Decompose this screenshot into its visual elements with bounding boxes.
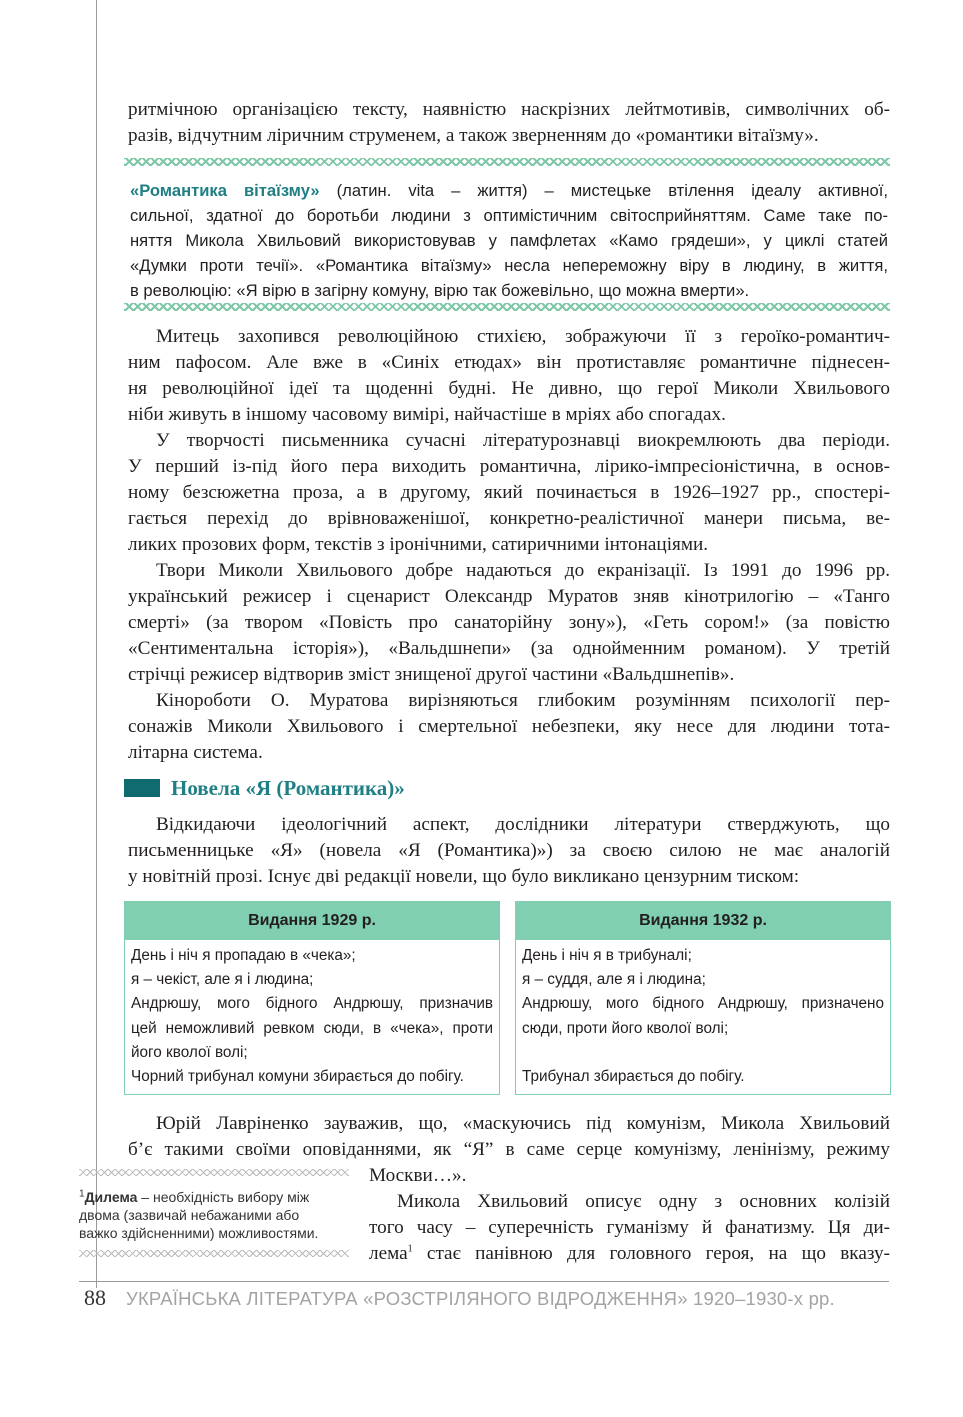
- footnote-ornament: [79, 1250, 349, 1257]
- text-line: ритмічною організацією тексту, наявністю наскрізних лейтмотивів, символічних об-: [128, 99, 890, 120]
- text-line: ніби живуть в іншому часовому вимірі, найчастіше в мріях або спогадах.: [128, 404, 726, 425]
- text-line: Микола Хвильовий описує одну з основних колізій: [397, 1191, 890, 1212]
- text-line: [522, 1041, 884, 1065]
- text-line: літарна система.: [128, 742, 263, 763]
- text-line: український режисер і сценарист Олександр Муратов зняв кінотрилогію – «Танго: [128, 586, 890, 607]
- text-line: Відкидаючи ідеологічний аспект, дослідники літератури стверджують, що: [156, 814, 890, 835]
- footnote-term: Дилема: [84, 1189, 138, 1205]
- text-line: ликих прозових форм, текстів з іронічними, сатиричними інтонаціями.: [128, 534, 709, 555]
- text-line: у новітній прозі. Існує дві редакції новели, що було викликано цензурним тиском:: [128, 866, 800, 887]
- ornament-divider: [124, 303, 890, 311]
- section-paragraph: [128, 812, 890, 890]
- edition-title: Видання 1929 р.: [125, 902, 499, 940]
- text-line: ному безсюжетна проза, а в другому, який починається в 1926–1927 рр., спостері-: [128, 482, 890, 503]
- paragraph: [128, 324, 890, 428]
- footnote: [79, 1188, 349, 1242]
- paragraph: [128, 688, 890, 766]
- edition-1929-box: [124, 901, 500, 1095]
- text-fragment: стає панівною для головного героя, на що вказу-: [412, 1243, 890, 1264]
- text-line: У творчості письменника сучасні літературознавці виокремлюють два періоди.: [156, 430, 890, 451]
- paragraph: [128, 558, 890, 688]
- text-line: Трибунал збирається до побігу.: [522, 1068, 745, 1085]
- body-paragraphs: [128, 324, 890, 766]
- running-title: УКРАЇНСЬКА ЛІТЕРАТУРА «РОЗСТРІЛЯНОГО ВІДРОДЖЕННЯ» 1920–1930-х рр.: [126, 1288, 835, 1309]
- page-number: 88: [84, 1285, 106, 1310]
- section-title: Новела «Я (Романтика)»: [171, 775, 405, 800]
- text-line: двома (зазвичай небажаними або: [79, 1207, 300, 1223]
- text-line: важко здійсненними) можливостями.: [79, 1225, 319, 1241]
- text-line: разів, відчутним ліричним струменем, а також зверненням до «романтики вітаїзму».: [128, 125, 819, 146]
- text-line: я – чекіст, але я і людина;: [131, 971, 314, 989]
- footnote-ornament: [79, 1169, 349, 1176]
- definition-term: «Романтика вітаїзму»: [130, 181, 320, 200]
- text-line: б’є такими своїми оповіданнями, як “Я” в саме серце комунізму, ленінізму, режиму: [128, 1139, 890, 1160]
- paragraph: [128, 428, 890, 558]
- text-line: цей неможливий ревком сюди, в «чека», проти: [131, 1019, 493, 1037]
- text-line: День і ніч я пропадаю в «чека»;: [131, 947, 356, 964]
- text-line: сильної, здатної до боротьби людини з оптимістичним світосприйняттям. Саме таке по-: [130, 206, 888, 225]
- text-line: смерті» (за твором «Повість про санаторійну зону»), «Геть сором!» (за повістю: [128, 612, 890, 633]
- text-line: Андрюшу, мого бідного Андрюшу, призначено: [522, 995, 884, 1013]
- text-line: я – суддя, але я і людина;: [522, 971, 706, 989]
- footnote-ref: 1: [407, 1243, 413, 1255]
- text-line: сонажів Миколи Хвильового і смертельної небезпеки, яку несе для людини тота-: [128, 716, 890, 737]
- quote-paragraph-end: [369, 1163, 890, 1189]
- intro-paragraph: [128, 97, 890, 149]
- text-line: (латин. vita – життя) – мистецьке втілення ідеалу активної,: [319, 181, 888, 200]
- text-line: Андрюшу, мого бідного Андрюшу, призначив: [131, 995, 493, 1013]
- text-line: гається перехід до врівноваженішої, конкретно-реалістичної манери письма, ве-: [128, 508, 890, 529]
- text-line: того часу – суперечність гуманізму й фанатизму. Ця ди-: [369, 1217, 890, 1238]
- text-line: У перший із-під його пера виходить романтична, лірико-імпресіоністична, в основ-: [128, 456, 890, 477]
- text-line: в революцію: «Я вірю в загірну комуну, вірю так божевільно, що можна вмерти».: [130, 281, 750, 300]
- footer-rule: [79, 1281, 889, 1282]
- text-line: ня революційної ідеї та щоденні будні. Не дивно, що герої Миколи Хвильового: [128, 378, 890, 399]
- text-line: «Сентиментальна історія»), «Вальдшнепи» (за однойменним романом). У третій: [128, 638, 890, 659]
- text-line: стрічці режисер відтворив зміст знищеної другої частини «Вальдшнепів».: [128, 664, 735, 685]
- section-heading: [124, 775, 405, 801]
- text-line: письменницьке «Я» (новела «Я (Романтика)») за своєю силою не має аналогій: [128, 840, 890, 861]
- edition-text: [516, 940, 890, 1089]
- text-line: «Думки проти течії». «Романтика вітаїзму» несла непереможну віру в людину, в життя,: [130, 256, 888, 275]
- text-line: Твори Миколи Хвильового добре надаються до екранізації. Із 1991 до 1996 рр.: [156, 560, 890, 581]
- text-line: ним пафосом. Але вже в «Синіх етюдах» він протиставляє романтичне піднесен-: [128, 352, 890, 373]
- heading-marker: [124, 779, 160, 797]
- text-line: Чорний трибунал комуни збирається до побігу.: [131, 1068, 464, 1086]
- text-line: Москви…».: [369, 1165, 467, 1186]
- text-line: Митець захопився революційною стихією, зображуючи її з героїко-романтич-: [156, 326, 890, 347]
- edition-title: Видання 1932 р.: [516, 902, 890, 940]
- text-line: Юрій Лавріненко зауважив, що, «маскуючись під комунізм, Микола Хвильовий: [156, 1113, 890, 1134]
- text-fragment: – необхідність вибору між: [137, 1189, 310, 1205]
- quote-paragraph: [128, 1111, 890, 1163]
- text-line: його кволої волі;: [131, 1043, 248, 1061]
- text-line: Кінороботи О. Муратова вирізняються глибоким розумінням психології пер-: [156, 690, 890, 711]
- edition-text: [125, 940, 499, 1089]
- text-line: День і ніч я в трибуналі;: [522, 947, 692, 964]
- text-fragment: лема: [369, 1243, 408, 1264]
- last-paragraph: [369, 1189, 890, 1267]
- definition-box: [130, 178, 888, 303]
- text-line: няття Микола Хвильовий використовував у памфлетах «Камо грядеши», у циклі статей: [130, 231, 888, 250]
- text-line: сюди, проти його кволої волі;: [522, 1019, 729, 1037]
- edition-1932-box: [515, 901, 891, 1095]
- ornament-divider: [124, 158, 890, 166]
- page-margin-line: [96, 0, 97, 1288]
- footnote-number: 1: [79, 1188, 85, 1200]
